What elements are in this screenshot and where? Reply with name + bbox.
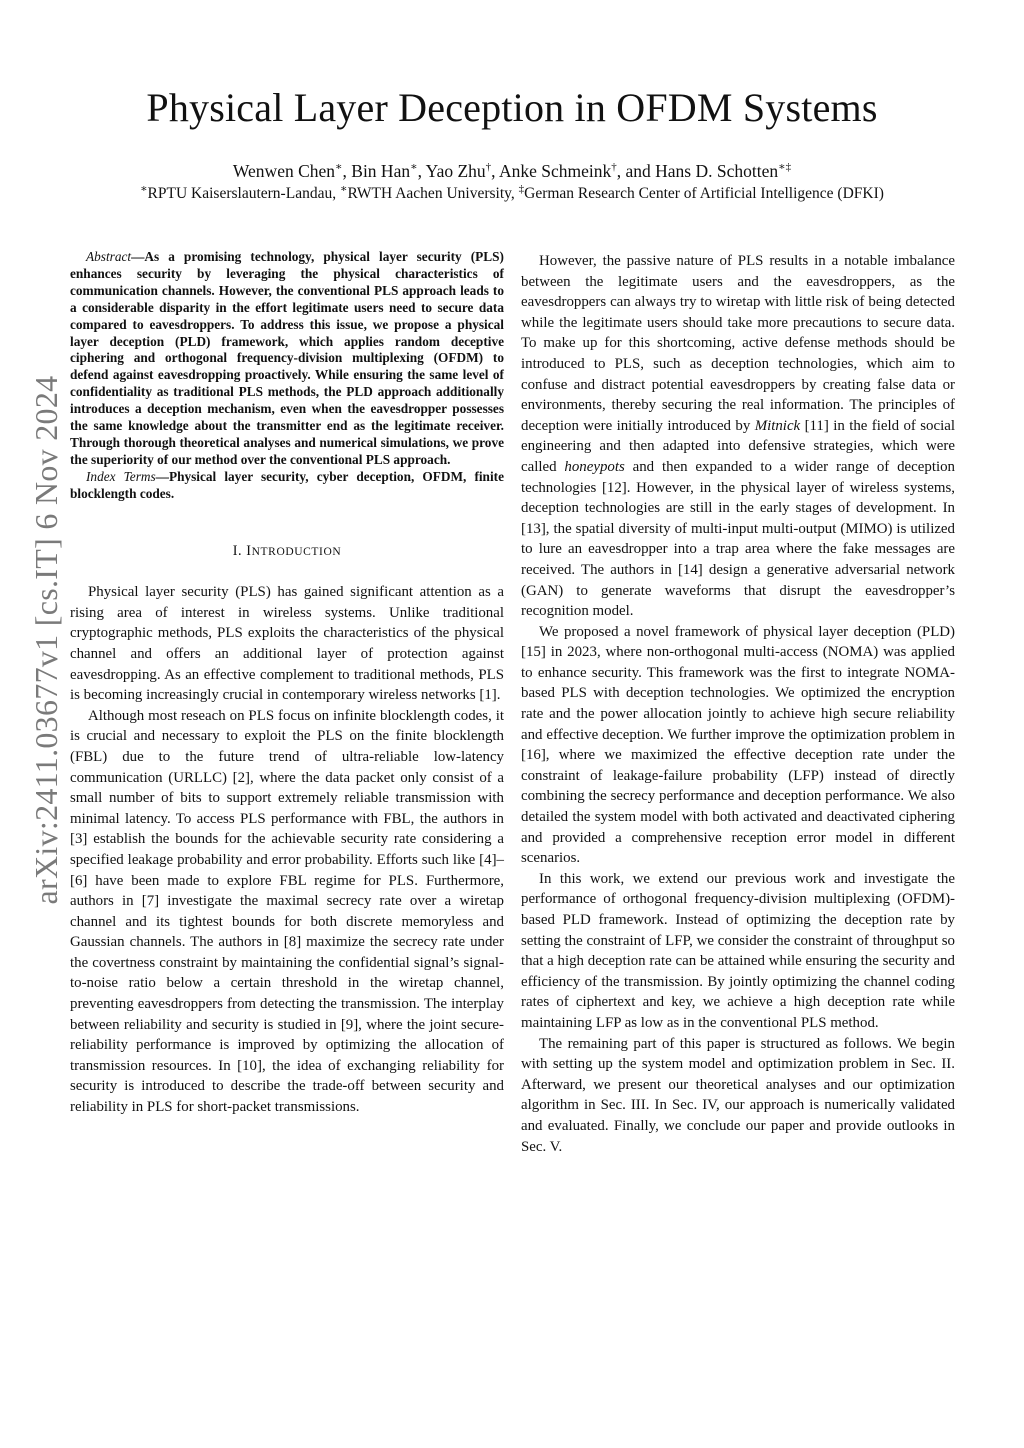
affil-mark: ‡ — [518, 183, 525, 195]
text-run: However, the passive nature of PLS results in a notable imbalance between the legitimate users and the eavesdroppers, as the eavesdroppers can always try to wiretap with little risk of being detected while the legitimate users should take more precautions to secure data. To make up for this shortcoming, active defense methods should be introduced to PLS, such as deception technologies, which aim to confuse and distract potential eavesdroppers by creating false data or environments, thereby securing the real information. The principles of deception were initially introduced by — [521, 253, 955, 434]
section-heading — [70, 541, 504, 563]
author: , Bin Han — [342, 160, 411, 181]
index-terms-label: Index Terms — [86, 468, 156, 484]
arxiv-side-label: arXiv:2411.03677v1 [cs.IT] 6 Nov 2024 — [28, 375, 64, 905]
text-run: [11] in the field of social engineering and then adapted into defensive strategies, which were called — [521, 417, 955, 475]
affiliation: RWTH Aachen University, — [347, 185, 519, 203]
author-mark: ∗‡ — [778, 161, 792, 173]
author: , and Hans D. Schotten — [616, 160, 779, 181]
paragraph: Although most reseach on PLS focus on infinite blocklength codes, it is crucial and necessary to exploit the PLS on the finite blocklength (FBL) due to the future trend of ultra-reliable low-latency communication (URLLC) [2], where the data packet only consist of a small number of bits to support extremely reliable transmission with minimal latency. To access PLS performance with FBL, the authors in [3] establish the bounds for the achievable security rate considering a specified leakage probability and error probability. Efforts such like [4]–[6] have been made to explore FBL regime for PLS. Furthermore, authors in [7] investigate the maximal secrecy rate over a wiretap channel and its tightest bounds for both discrete memoryless and Gaussian channels. The authors in [8] maximize the secrecy rate under the covertness constraint by maintaining the confidential signal’s signal-to-noise ratio below a certain threshold in the wiretap channel, preventing eavesdroppers from detecting the transmission. The interplay between reliability and security is studied in [9], where the joint secure-reliability performance is improved by optimizing the allocation of transmission resources. In [10], the idea of exchanging reliability for security is introduced to describe the trade-off between security and reliability in PLS for short-packet transmissions. — [70, 707, 504, 1116]
paragraph: In this work, we extend our previous work and investigate the performance of orthogonal frequency-division multiplexing (OFDM)-based PLD framework. Instead of optimizing the deception rate by setting the constraint of LFP, we consider the constraint of throughput so that a high deception rate can be attained while ensuring the security and efficiency of the transmission. By jointly optimizing the channel coding rates of ciphertext and key, we achieve a high deception rate while maintaining LFP as low as in the conventional PLS method. — [521, 870, 955, 1031]
paragraph — [521, 251, 955, 622]
affil-mark: ∗ — [339, 183, 348, 195]
author: Wenwen Chen — [232, 160, 336, 181]
author-list — [0, 160, 1024, 182]
emphasis: Mitnick — [754, 417, 801, 434]
author-mark: † — [485, 161, 492, 173]
index-terms-text: —Physical layer security, cyber deception, OFDM, finite blocklength codes. — [70, 468, 504, 501]
paper-title: Physical Layer Deception in OFDM Systems — [146, 85, 878, 130]
affiliation: RPTU Kaiserslautern-Landau, — [147, 185, 340, 203]
author-mark: ∗ — [335, 161, 343, 173]
affil-mark: ∗ — [140, 183, 148, 195]
emphasis: honeypots — [564, 458, 625, 475]
left-column — [70, 249, 504, 1118]
abstract-text: —As a promising technology, physical layer security (PLS) enhances security by leveraging the physical characteristics of communication channels. However, the conventional PLS approach leads to a considerable disparity in the effort legitimate users need to secure data compared to eavesdroppers. To address this issue, we propose a physical layer deception (PLD) framework, which applies random deceptive ciphering and orthogonal frequency-division multiplexing (OFDM) to defend against eavesdropping proactively. While ensuring the same level of confidentiality as traditional PLS methods, the PLD approach additionally introduces a deception mechanism, even when the eavesdropper possesses the same knowledge about the transmitter end as the legitimate receiver. Through thorough theoretical analyses and numerical simulations, we prove the superiority of our method over the conventional PLS approach. — [70, 249, 504, 467]
section-number: I. I — [232, 542, 252, 559]
author: , Yao Zhu — [417, 160, 486, 181]
affiliation: German Research Center of Artificial Intelligence (DFKI) — [524, 185, 884, 203]
author-mark: † — [611, 161, 617, 173]
abstract — [70, 249, 504, 469]
section-title: NTRODUCTION — [251, 545, 342, 558]
abstract-label: Abstract — [86, 249, 132, 264]
index-terms — [70, 469, 504, 503]
paragraph: We proposed a novel framework of physical layer deception (PLD) [15] in 2023, where non-orthogonal multi-access (NOMA) was applied to enhance security. This framework was the first to integrate NOMA-based PLS with deception technologies. We optimized the encryption rate and the power allocation jointly to achieve high secure reliability and effective deception. We further improve the optimization problem in [16], where we maximized the effective deception rate under the constraint of leakage-failure probability (LFP) instead of directly combining the secrecy performance and deception performance. We also detailed the system model with both activated and deactivated ciphering and provided a comprehensive reception error model in different scenarios. — [521, 623, 955, 867]
author: , Anke Schmeink — [491, 160, 612, 181]
author-mark: ∗ — [410, 161, 418, 173]
right-column — [521, 251, 955, 1157]
affiliations — [0, 182, 1024, 203]
text-run: and then expanded to a wider range of deception technologies [12]. However, in the physical layer of wireless systems, deception technologies are still in the early stages of development. In [13], the spatial diversity of multi-input multi-output (MIMO) is utilized to lure an eavesdropper into a trap area where the fake messages are received. The authors in [14] design a generative adversarial network (GAN) to generate waveforms that disrupt the eavesdropper’s recognition model. — [521, 458, 955, 620]
paragraph: Physical layer security (PLS) has gained significant attention as a rising area of interest in wireless systems. Unlike traditional cryptographic methods, PLS exploits the characteristics of the physical channel and offers an additional layer of protection against eavesdropping. As an effective complement to traditional methods, PLS is becoming increasingly crucial in contemporary wireless networks [1]. — [70, 584, 504, 704]
paragraph: The remaining part of this paper is structured as follows. We begin with setting up the system model and optimization problem in Sec. II. Afterward, we present our theoretical analyses and our optimization algorithm in Sec. III. In Sec. IV, our approach is numerically validated and evaluated. Finally, we conclude our paper and provide outlooks in Sec. V. — [521, 1035, 955, 1155]
